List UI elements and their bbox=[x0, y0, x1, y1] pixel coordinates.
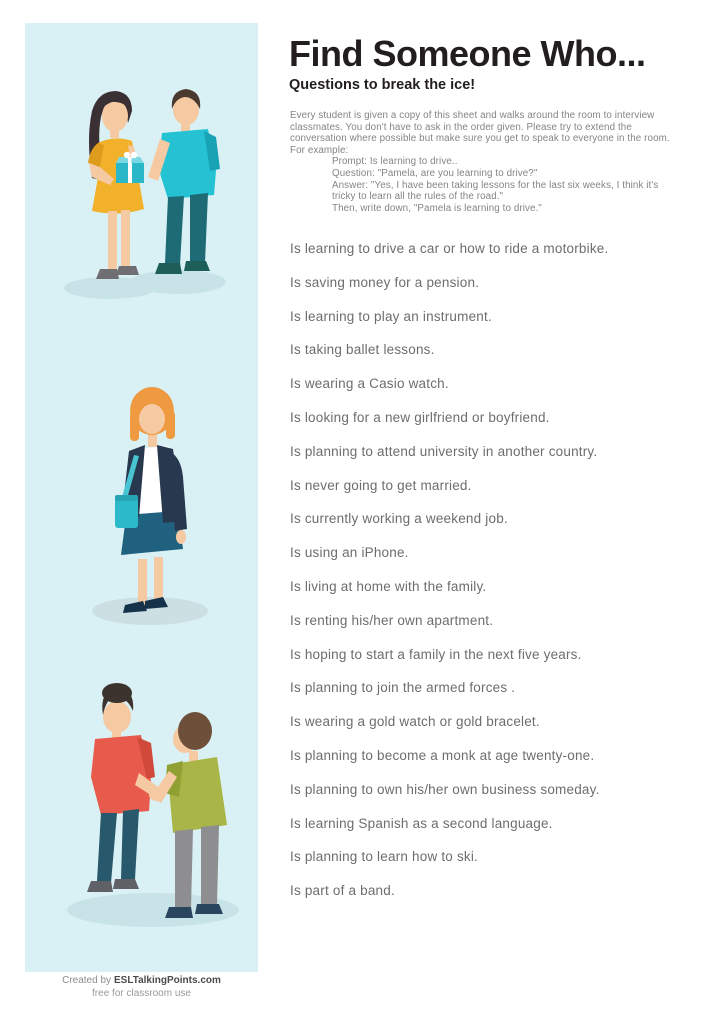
instructions-intro: Every student is given a copy of this sheet and walks around the room to interview classmates. You don't have to ask in the order given. Please try to extend the conversation where possible but make sure you get to speak to everyone in the room. For example: bbox=[290, 110, 670, 156]
example-line: Prompt: Is learning to drive.. bbox=[332, 156, 458, 168]
example-line: tricky to learn all the rules of the road." bbox=[332, 191, 504, 203]
question-list bbox=[290, 242, 715, 918]
illustration-sidebar bbox=[25, 23, 258, 972]
man-red-shirt bbox=[87, 683, 161, 892]
gift-exchange-illustration bbox=[58, 83, 233, 308]
question-item: Is renting his/her own apartment. bbox=[290, 612, 494, 628]
woman-giving-gift bbox=[88, 91, 144, 279]
man-olive-shirt bbox=[149, 712, 227, 918]
question-item: Is learning to drive a car or how to ride a motorbike. bbox=[290, 241, 609, 256]
credit-prefix: Created by bbox=[62, 975, 112, 986]
credit-line bbox=[25, 974, 258, 987]
page-subtitle: Questions to break the ice! bbox=[289, 77, 476, 93]
instructions-example bbox=[332, 156, 672, 214]
question-item: Is looking for a new girlfriend or boyfriend. bbox=[290, 409, 550, 425]
question-item: Is learning Spanish as a second language. bbox=[290, 815, 553, 831]
footer-credit bbox=[25, 974, 258, 1000]
question-item: Is planning to learn how to ski. bbox=[290, 849, 479, 865]
question-item: Is never going to get married. bbox=[290, 477, 472, 493]
man-receiving-gift bbox=[148, 89, 220, 274]
example-line: Answer: "Yes, I have been taking lessons for the last six weeks, I think it's bbox=[332, 179, 659, 191]
standing-woman-illustration bbox=[75, 381, 225, 631]
question-item: Is hoping to start a family in the next five years. bbox=[290, 646, 582, 662]
question-item: Is living at home with the family. bbox=[290, 578, 487, 594]
question-item: Is learning to play an instrument. bbox=[290, 308, 492, 324]
question-item: Is planning to become a monk at age twenty-one. bbox=[290, 747, 595, 763]
question-item: Is wearing a Casio watch. bbox=[290, 376, 449, 392]
example-line: Question: "Pamela, are you learning to drive?" bbox=[332, 167, 538, 179]
question-item: Is planning to own his/her own business someday. bbox=[290, 781, 600, 797]
question-item: Is part of a band. bbox=[290, 883, 395, 899]
example-line: Then, write down, "Pamela is learning to drive." bbox=[332, 202, 542, 214]
instructions-block bbox=[290, 110, 672, 214]
question-item: Is wearing a gold watch or gold bracelet. bbox=[290, 714, 540, 730]
question-item: Is taking ballet lessons. bbox=[290, 342, 435, 358]
license-line: free for classroom use bbox=[92, 988, 191, 999]
woman-figure bbox=[115, 387, 187, 613]
floor-shadow bbox=[64, 270, 226, 299]
question-item: Is planning to attend university in another country. bbox=[290, 443, 598, 459]
handshake-illustration bbox=[53, 673, 248, 933]
question-item: Is currently working a weekend job. bbox=[290, 511, 508, 527]
page-title: Find Someone Who... bbox=[289, 33, 646, 74]
question-item: Is saving money for a pension. bbox=[290, 274, 480, 290]
question-item: Is planning to join the armed forces . bbox=[290, 680, 516, 696]
credit-site: ESLTalkingPoints.com bbox=[114, 975, 221, 986]
question-item: Is using an iPhone. bbox=[290, 545, 409, 561]
